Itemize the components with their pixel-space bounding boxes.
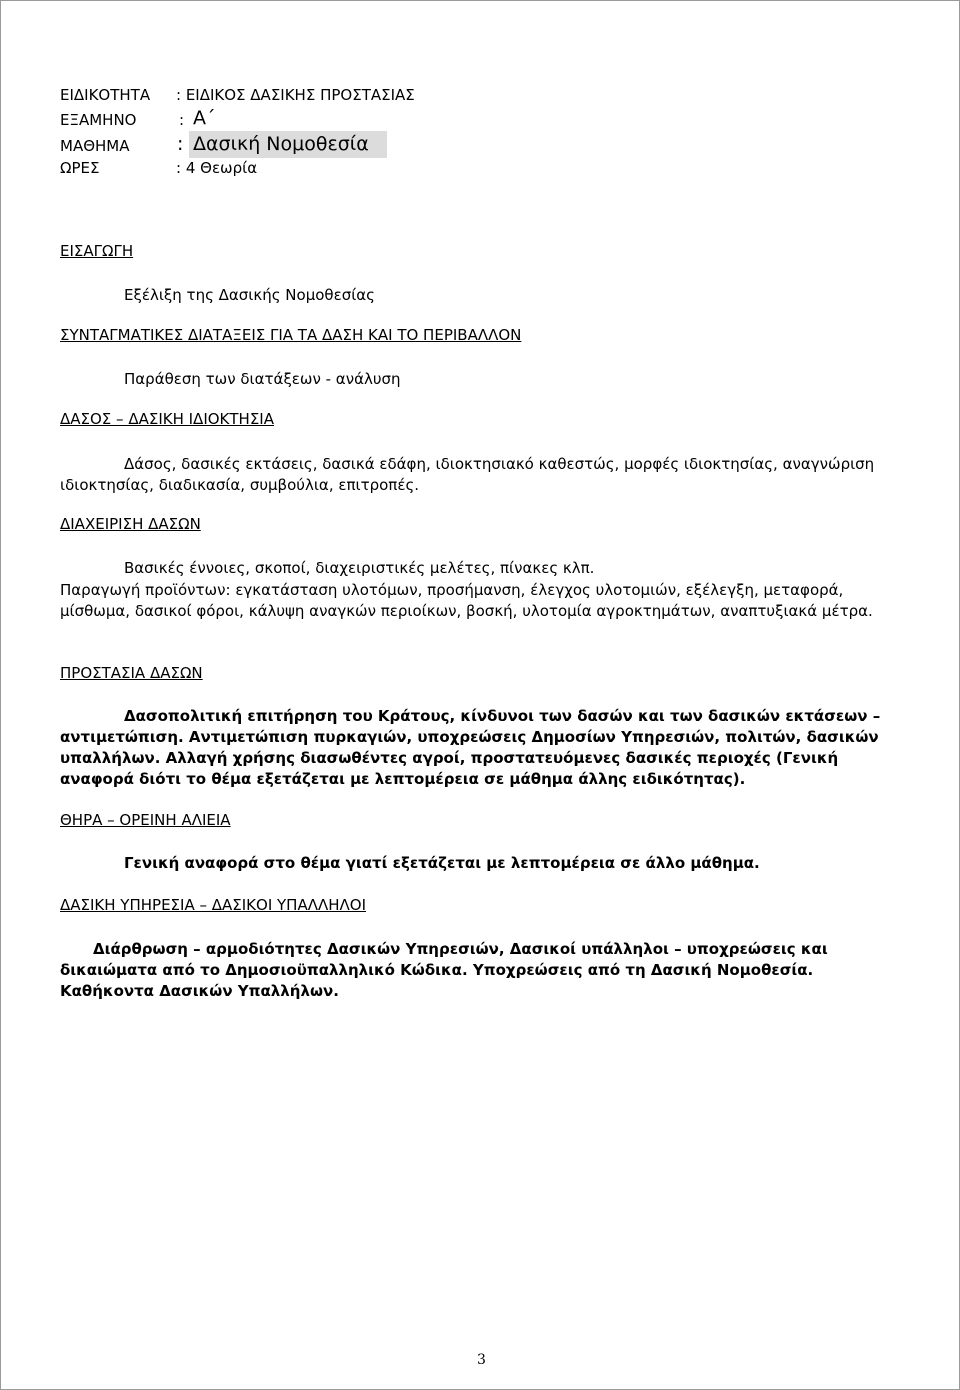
semester-colon: : [179, 111, 185, 129]
intro-heading: ΕΙΣΑΓΩΓΗ [60, 242, 134, 260]
protection-heading: ΠΡΟΣΤΑΣΙΑ ΔΑΣΩΝ [60, 664, 203, 682]
hours-value: : 4 Θεωρία [176, 159, 258, 177]
semester-label: ΕΞΑΜΗΝΟ [60, 111, 137, 129]
course-colon: : [177, 133, 184, 155]
constitution-text: Παράθεση των διατάξεων - ανάλυση [124, 370, 401, 388]
hours-label: ΩΡΕΣ [60, 159, 100, 177]
page-number: 3 [477, 1352, 486, 1368]
semester-value: Α΄ [193, 107, 216, 129]
forest-property-text: Δάσος, δασικές εκτάσεις, δασικά εδάφη, ιδιοκτησιακό καθεστώς, μορφές ιδιοκτησίας, αναγνώριση ιδιοκτησίας, διαδικασία, συμβούλια, επιτροπές. [60, 455, 875, 494]
protection-text: Δασοπολιτική επιτήρηση του Κράτους, κίνδυνοι των δασών και των δασικών εκτάσεων – αντιμετώπιση. Αντιμετώπιση πυρκαγιών, υποχρεώσεις Δημοσίων Υπηρεσιών, πολιτών, δασικών υπαλλήλων. Αλλαγή χρήσης διασωθέντες αγροί, προστατευόμενες δασικές περιοχές (Γενική αναφορά διότι το θέμα εξετάζεται με λεπτομέρεια σε μάθημα άλλης ειδικότητας). [60, 707, 881, 788]
hunting-text: Γενική αναφορά στο θέμα γιατί εξετάζεται με λεπτομέρεια σε άλλο μάθημα. [124, 854, 760, 872]
intro-text: Εξέλιξη της Δασικής Νομοθεσίας [124, 286, 375, 304]
service-heading: ΔΑΣΙΚΗ ΥΠΗΡΕΣΙΑ – ΔΑΣΙΚΟΙ ΥΠΑΛΛΗΛΟΙ [60, 896, 367, 914]
service-text: Διάρθρωση – αρμοδιότητες Δασικών Υπηρεσιών, Δασικοί υπάλληλοι – υποχρεώσεις και δικαιώματα από το Δημοσιοϋπαλληλικό Κώδικα. Υποχρεώσεις από τη Δασική Νομοθεσία. Καθήκοντα Δασικών Υπαλλήλων. [60, 940, 828, 1000]
management-heading: ΔΙΑΧΕΙΡΙΣΗ ΔΑΣΩΝ [60, 515, 201, 533]
course-value: Δασική Νομοθεσία [193, 133, 369, 155]
constitution-heading: ΣΥΝΤΑΓΜΑΤΙΚΕΣ ΔΙΑΤΑΞΕΙΣ ΓΙΑ ΤΑ ΔΑΣΗ ΚΑΙ ΤΟ ΠΕΡΙΒΑΛΛΟΝ [60, 326, 522, 344]
management-text-1: Βασικές έννοιες, σκοποί, διαχειριστικές μελέτες, πίνακες κλπ. [124, 559, 595, 577]
forest-property-heading: ΔΑΣΟΣ – ΔΑΣΙΚΗ ΙΔΙΟΚΤΗΣΙΑ [60, 410, 274, 428]
course-label: ΜΑΘΗΜΑ [60, 137, 130, 155]
hunting-heading: ΘΗΡΑ – ΟΡΕΙΝΗ ΑΛΙΕΙΑ [60, 811, 231, 829]
management-text-2: Παραγωγή προϊόντων: εγκατάσταση υλοτόμων, προσήμανση, έλεγχος υλοτομιών, εξέλεγξη, μεταφορά, μίσθωμα, δασικοί φόροι, κάλυψη αναγκών περιοίκων, βοσκή, υλοτομία αγροκτημάτων, αναπτυξιακά μέτρα. [60, 581, 873, 620]
specialty-label: ΕΙΔΙΚΟΤΗΤΑ [60, 86, 151, 104]
specialty-value: : ΕΙΔΙΚΟΣ ΔΑΣΙΚΗΣ ΠΡΟΣΤΑΣΙΑΣ [176, 86, 415, 104]
